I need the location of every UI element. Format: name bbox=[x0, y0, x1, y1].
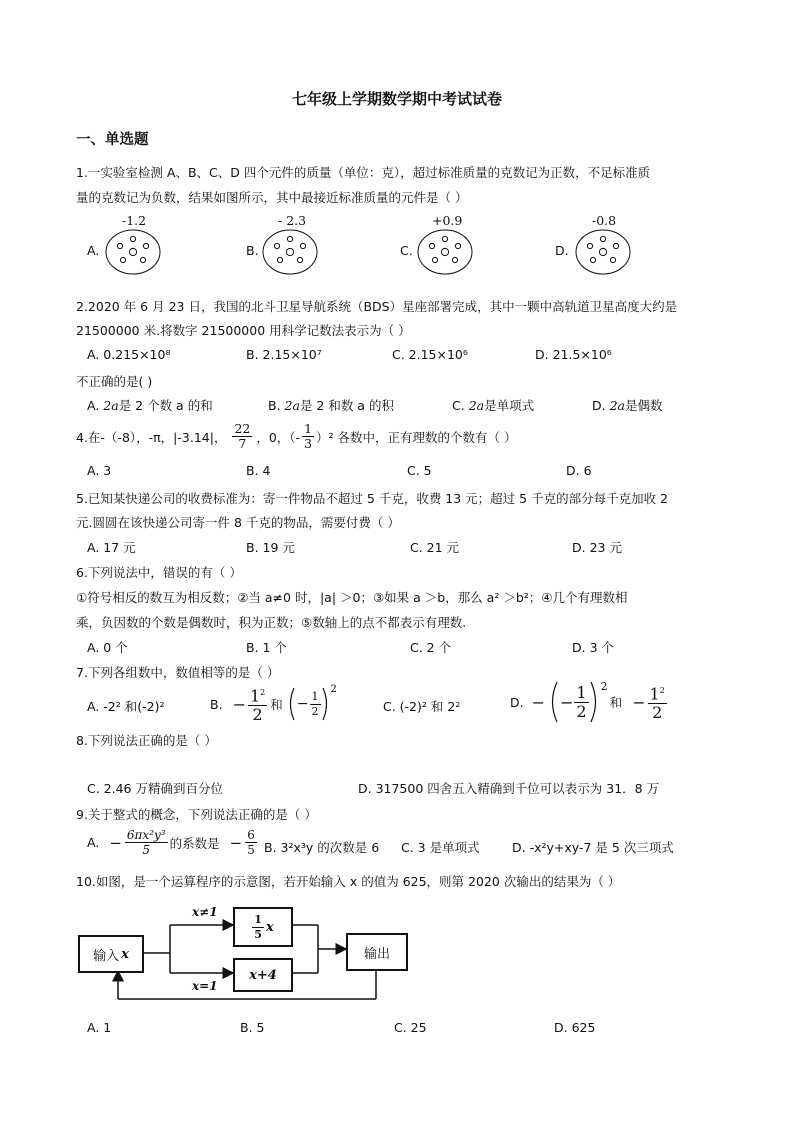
q1-line2: 量的克数记为负数，结果如图所示，其中最接近标准质量的元件是（ ） bbox=[76, 190, 468, 205]
q2-option-b[interactable]: B. 2.15×10⁷ bbox=[246, 347, 322, 362]
q2-option-a[interactable]: A. 0.215×10⁸ bbox=[87, 347, 171, 362]
option-label: D. bbox=[592, 398, 610, 413]
q9-option-a[interactable] bbox=[87, 828, 257, 857]
q8-line1: 8.下列说法正确的是（ ） bbox=[76, 733, 217, 748]
bottom-condition: x=1 bbox=[192, 979, 218, 993]
q7-option-b[interactable] bbox=[210, 684, 337, 724]
minus-sign: − bbox=[531, 692, 546, 712]
page-title: 七年级上学期数学期中考试试卷 bbox=[291, 90, 502, 108]
and-word: 和 bbox=[609, 695, 623, 710]
q5-option-c[interactable]: C. 21 元 bbox=[410, 540, 460, 555]
math-term: 2a bbox=[609, 398, 625, 413]
right-paren-icon bbox=[589, 680, 601, 724]
math-term: 2a bbox=[103, 398, 119, 413]
q5-line1: 5.已知某快递公司的收费标准为：寄一件物品不超过 5 千克，收费 13 元；超过 5 千克的部分每千克加收 2 bbox=[76, 491, 669, 506]
option-label: B. bbox=[268, 398, 285, 413]
q6-option-c[interactable]: C. 2 个 bbox=[410, 640, 452, 655]
q10-option-c[interactable]: C. 25 bbox=[394, 1020, 427, 1035]
q4-text-pre: 4.在-（-8），-π，|-3.14|， bbox=[76, 429, 227, 445]
option-text: 是单项式 bbox=[484, 398, 535, 413]
fraction-1sq-over-2: $\frac{1^2}{2}$ bbox=[648, 682, 667, 722]
q5-option-a[interactable]: A. 17 元 bbox=[87, 540, 136, 555]
exponent: 2 bbox=[600, 680, 608, 693]
option-label: D. bbox=[555, 243, 569, 258]
q7-option-d[interactable] bbox=[510, 680, 667, 724]
component-value: +0.9 bbox=[432, 213, 463, 228]
output-box: 输出 bbox=[346, 933, 408, 971]
component-value: - 2.3 bbox=[278, 213, 307, 228]
add-4-box: x+4 bbox=[233, 958, 293, 992]
option-label: B. bbox=[246, 243, 259, 258]
q4-text-post: ）² 各数中，正有理数的个数有（ ） bbox=[316, 429, 517, 445]
q10-option-b[interactable]: B. 5 bbox=[240, 1020, 265, 1035]
q6-option-d[interactable]: D. 3 个 bbox=[572, 640, 614, 655]
q6-line2: ①符号相反的数互为相反数；②当 a≠0 时，|a| ＞0；③如果 a ＞b，那么 a² ＞b²；④几个有理数相 bbox=[76, 590, 628, 605]
q3-option-c[interactable] bbox=[452, 396, 534, 414]
math-term: 2a bbox=[468, 398, 485, 413]
option-label: A. bbox=[87, 398, 104, 413]
minus-sign: − bbox=[632, 692, 646, 712]
option-label: C. bbox=[452, 398, 469, 413]
q4-option-b[interactable]: B. 4 bbox=[246, 463, 271, 478]
option-text: 是 2 个数 a 的和 bbox=[118, 398, 213, 413]
and-word: 和 bbox=[270, 697, 283, 713]
q4-option-c[interactable]: C. 5 bbox=[407, 463, 432, 478]
right-paren-icon bbox=[321, 686, 331, 722]
q4-stem bbox=[76, 422, 517, 451]
q2-line1: 2.2020 年 6 月 23 日，我国的北斗卫星导航系统（BDS）星座部署完成，其中一颗中高轨道卫星高度大约是 bbox=[76, 299, 678, 314]
q2-option-c[interactable]: C. 2.15×10⁶ bbox=[392, 347, 468, 362]
fraction-1sq-over-2: $\frac{1^2}{2}$ bbox=[248, 684, 267, 724]
q4-option-a[interactable]: A. 3 bbox=[87, 463, 112, 478]
q6-line3: 乘，负因数的个数是偶数时，积为正数；⑤数轴上的点不都表示有理数. bbox=[76, 615, 467, 630]
q9-option-d[interactable]: D. -x²y+xy-7 是 5 次三项式 bbox=[512, 840, 674, 855]
q3-option-d[interactable] bbox=[592, 396, 663, 414]
fraction-1-over-2: $\frac{1}{2}$ bbox=[311, 689, 319, 718]
q6-line1: 6.下列说法中，错误的有（ ） bbox=[76, 565, 242, 580]
q10-line1: 10.如图，是一个运算程序的示意图，若开始输入 x 的值为 625，则第 2020 次输出的结果为（ ） bbox=[76, 874, 621, 889]
q7-line1: 7.下列各组数中，数值相等的是（ ） bbox=[76, 665, 280, 680]
option-label: A. bbox=[87, 243, 100, 258]
option-text: 的系数是 bbox=[169, 835, 220, 851]
q10-option-d[interactable]: D. 625 bbox=[554, 1020, 596, 1035]
option-text: 是 2 和数 a 的积 bbox=[299, 398, 394, 413]
q9-line1: 9.关于整式的概念，下列说法正确的是（ ） bbox=[76, 807, 317, 822]
fraction-coefficient: $\frac{\text{6πx²y³}}{5}$ bbox=[126, 828, 166, 857]
q4-option-d[interactable]: D. 6 bbox=[566, 463, 592, 478]
exponent: 2 bbox=[330, 684, 337, 695]
q1-line1: 1.一实验室检测 A、B、C、D 四个元件的质量（单位：克），超过标准质量的克数记为正数，不足标准质 bbox=[76, 165, 651, 180]
component-circle-icon bbox=[104, 228, 162, 276]
section-heading: 一、单选题 bbox=[76, 132, 149, 148]
fraction-6-5: $\frac{6}{5}$ bbox=[247, 828, 255, 857]
q3-line1: 不正确的是( ) bbox=[76, 374, 153, 389]
q3-option-a[interactable] bbox=[87, 396, 213, 414]
minus-sign: − bbox=[232, 694, 246, 714]
q4-text-mid: ，0，（- bbox=[256, 429, 301, 445]
top-condition: x≠1 bbox=[192, 905, 218, 919]
component-value: -1.2 bbox=[122, 213, 147, 228]
q6-option-b[interactable]: B. 1 个 bbox=[246, 640, 287, 655]
input-box: 输入 x bbox=[78, 935, 144, 973]
component-circle-icon bbox=[261, 228, 319, 276]
q5-option-d[interactable]: D. 23 元 bbox=[572, 540, 622, 555]
fraction-1-over-2: $\frac{1}{2}$ bbox=[576, 682, 587, 721]
option-label: B. bbox=[210, 696, 223, 712]
component-circle-icon bbox=[574, 228, 632, 276]
minus-sign: − bbox=[109, 833, 122, 852]
q9-option-b[interactable]: B. 3²x³y 的次数是 6 bbox=[264, 840, 380, 855]
q6-option-a[interactable]: A. 0 个 bbox=[87, 640, 128, 655]
q4-fraction-22-7: $\frac{22}{7}$ bbox=[234, 421, 251, 451]
option-label: C. bbox=[400, 243, 413, 258]
option-text: 是偶数 bbox=[624, 398, 663, 413]
minus-sign: − bbox=[296, 696, 309, 713]
q2-line2: 21500000 米.将数字 21500000 用科学记数法表示为（ ） bbox=[76, 323, 411, 338]
minus-sign: − bbox=[229, 833, 243, 852]
q3-option-b[interactable] bbox=[268, 396, 394, 414]
divide-by-5-box: $\frac{1}{5}$ x bbox=[233, 907, 293, 947]
q9-option-c[interactable]: C. 3 是单项式 bbox=[401, 840, 480, 855]
minus-sign: − bbox=[560, 692, 574, 712]
left-paren-icon bbox=[286, 686, 296, 722]
q8-option-c[interactable]: C. 2.46 万精确到百分位 bbox=[87, 781, 223, 796]
q4-fraction-1-3: $\frac{1}{3}$ bbox=[304, 421, 313, 451]
component-value: -0.8 bbox=[592, 213, 617, 228]
q2-option-d[interactable]: D. 21.5×10⁶ bbox=[535, 347, 612, 362]
component-circle-icon bbox=[416, 228, 474, 276]
option-label: A. bbox=[87, 835, 100, 850]
q5-line2: 元.圆圆在该快递公司寄一件 8 千克的物品，需要付费（ ） bbox=[76, 515, 400, 530]
q7-option-a[interactable]: A. -2² 和(-2)² bbox=[87, 699, 165, 714]
left-paren-icon bbox=[547, 680, 559, 724]
option-label: D. bbox=[510, 694, 524, 710]
q7-option-c[interactable]: C. (-2)² 和 2² bbox=[383, 699, 461, 714]
math-term: 2a bbox=[284, 398, 300, 413]
q8-option-d[interactable]: D. 317500 四舍五入精确到千位可以表示为 31．8 万 bbox=[358, 781, 660, 796]
q10-option-a[interactable]: A. 1 bbox=[87, 1020, 112, 1035]
q5-option-b[interactable]: B. 19 元 bbox=[246, 540, 295, 555]
